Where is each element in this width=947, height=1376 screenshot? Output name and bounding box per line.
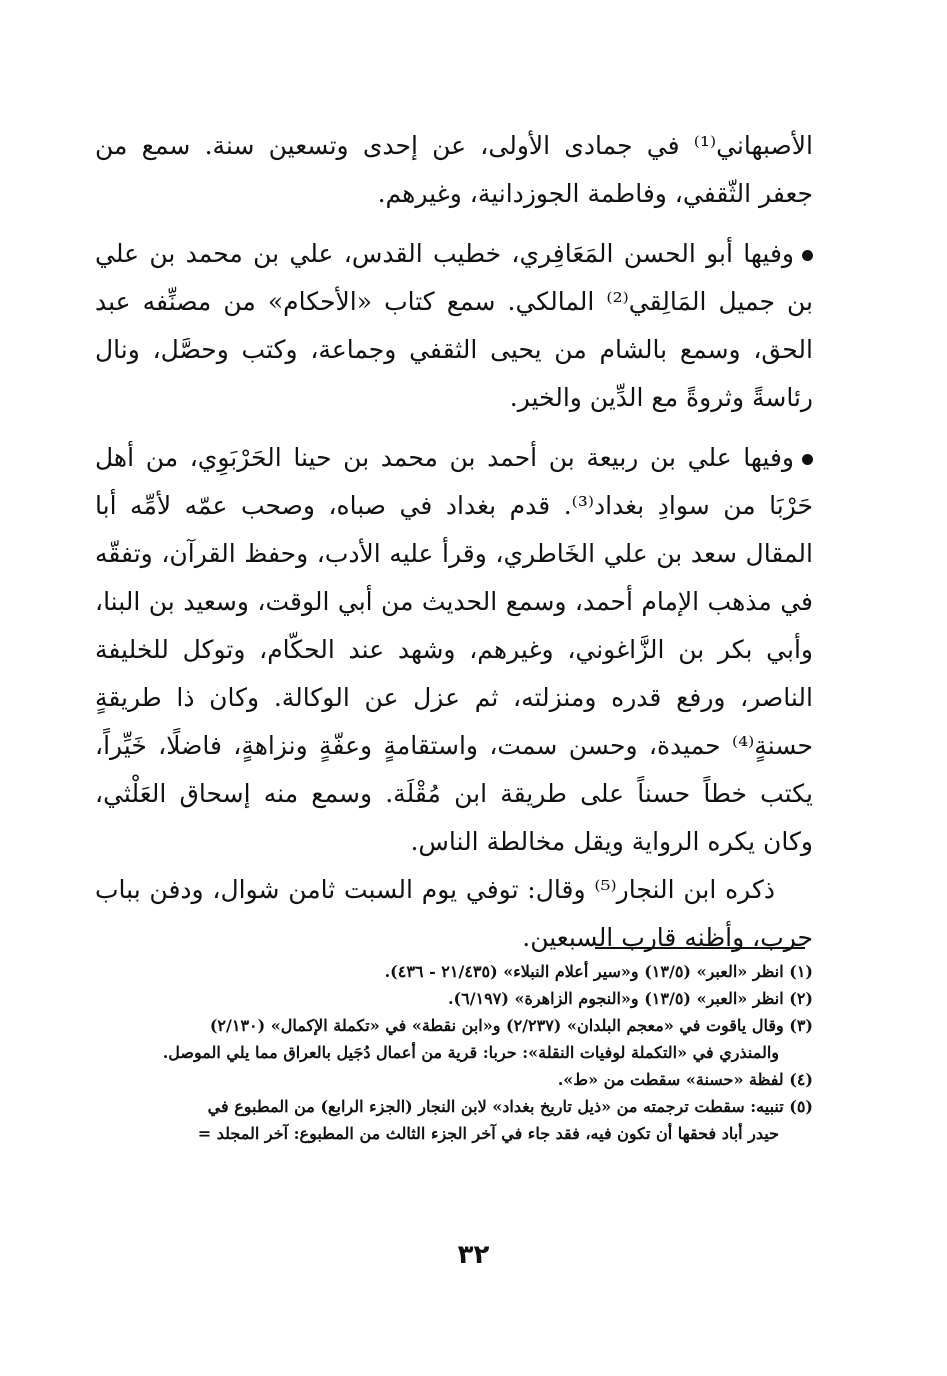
footnote-divider [595,947,805,949]
page-number: ٣٢ [457,1240,490,1270]
footnote-1: (١) انظر «العبر» (١٣/٥) و«سير أعلام النبلاء» (٢١/٤٣٥ - ٤٣٦). [384,962,813,981]
paragraph-entry-harbawi-text: وفيها علي بن ربيعة بن أحمد بن محمد بن حينا الحَرْبَوِي، من أهل حَرْبَا من سوادِ بغداد⁽³⁾. قدم بغداد في صباه، وصحب عمّه لأمِّه أبا المقال سعد بن علي الخَاطري، وقرأ عليه الأدب، وحفظ القرآن، وتفقّه في مذهب الإمام أحمد، وسمع الحديث من أبي الوقت، وسعيد بن البنا، وأبي بكر بن الزَّاغوني، وغيرهم، وشهد عند الحكّام، وتوكل للخليفة الناصر، ورفع قدره ومنزلته، ثم عزل عن الوكالة. وكان ذا طريقةٍ حسنةٍ⁽⁴⁾ حميدة، وحسن سمت، واستقامةٍ وعفّةٍ ونزاهةٍ، فاضلًا، خَيِّراً، يكتب خطاً حسناً على طريقة ابن مُقْلَة. وسمع منه إسحاق العَلْثي، وكان يكره الرواية ويقل مخالطة الناس. [95,443,813,856]
bullet-icon [802,250,813,261]
bullet-icon [802,454,813,465]
paragraph-intro: الأصبهاني⁽¹⁾ في جمادى الأولى، عن إحدى وتسعين سنة. سمع من جعفر الثّقفي، وفاطمة الجوزدانية، وغيرهم. [95,131,813,208]
footnote-3: (٣) وقال ياقوت في «معجم البلدان» (٢/٢٣٧) و«ابن نقطة» في «تكملة الإكمال» (٢/١٣٠) [209,1016,813,1035]
footnotes [95,958,813,1147]
paragraph-entry-harbawi [95,434,813,866]
paragraph-entry-maafiri [95,230,813,422]
paragraph-ibn-najjar: ذكره ابن النجار⁽⁵⁾ وقال: توفي يوم السبت ثامن شوال، ودفن بباب حرب، وأظنه قارب السبعين. [95,875,813,952]
paragraph-entry-maafiri-text: وفيها أبو الحسن المَعَافِري، خطيب القدس، علي بن محمد بن علي بن جميل المَالِقي⁽²⁾ المالكي. سمع كتاب «الأحكام» من مصنِّفه عبد الحق، وسمع بالشام من يحيى الثقفي وجماعة، وكتب وحصَّل، ونال رئاسةً وثروةً مع الدِّين والخير. [95,239,813,412]
footnote-2: (٢) انظر «العبر» (١٣/٥) و«النجوم الزاهرة» (٦/١٩٧). [447,989,813,1008]
main-text [95,122,813,962]
footnote-5-continued: حيدر أباد فحقها أن تكون فيه، فقد جاء في آخر الجزء الثالث من المطبوع: آخر المجلد = [197,1124,779,1143]
footnote-4: (٤) لفظة «حسنة» سقطت من «ط». [557,1070,813,1089]
footnote-3-continued: والمنذري في «التكملة لوفيات النقلة»: حربا: قرية من أعمال دُجَيل بالعراق مما يلي الموصل. [162,1043,779,1062]
footnote-5: (٥) تنبيه: سقطت ترجمته من «ذيل تاريخ بغداد» لابن النجار (الجزء الرابع) من المطبوع في [207,1097,813,1116]
